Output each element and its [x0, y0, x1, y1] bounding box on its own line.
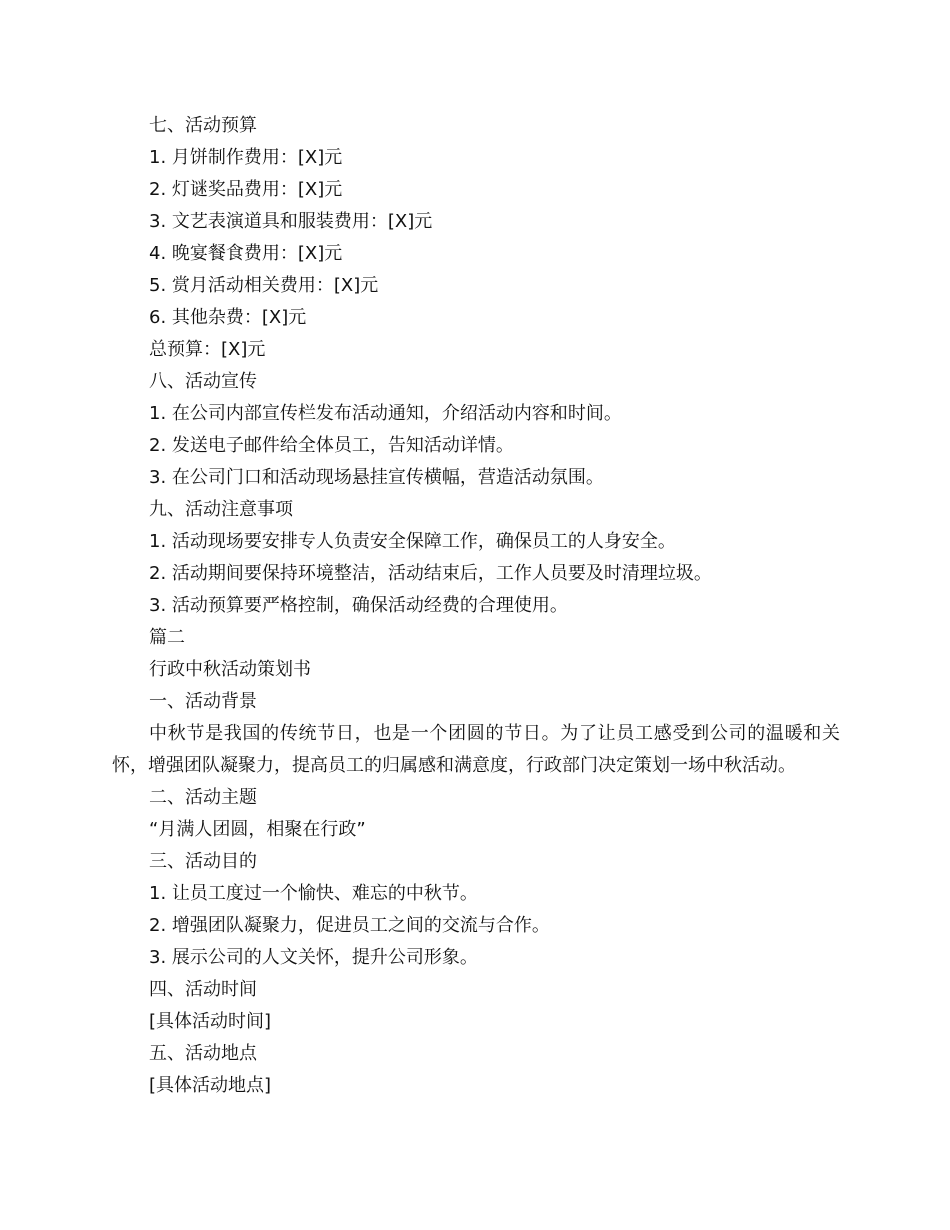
section-heading-promotion: 八、活动宣传 — [149, 371, 257, 392]
budget-item: 4. 晚宴餐食费用：[X]元 — [149, 243, 343, 264]
promotion-item: 1. 在公司内部宣传栏发布活动通知，介绍活动内容和时间。 — [149, 403, 622, 424]
section-heading-place: 五、活动地点 — [149, 1043, 257, 1064]
promotion-item: 3. 在公司门口和活动现场悬挂宣传横幅，营造活动氛围。 — [149, 467, 604, 488]
budget-total: 总预算：[X]元 — [149, 339, 266, 360]
budget-item: 6. 其他杂费：[X]元 — [149, 307, 307, 328]
notes-item: 3. 活动预算要严格控制，确保活动经费的合理使用。 — [149, 595, 568, 616]
theme-text: “月满人团圆，相聚在行政” — [149, 819, 366, 840]
budget-item: 3. 文艺表演道具和服装费用：[X]元 — [149, 211, 433, 232]
section-heading-notes: 九、活动注意事项 — [149, 499, 293, 520]
budget-item: 5. 赏月活动相关费用：[X]元 — [149, 275, 379, 296]
budget-item: 1. 月饼制作费用：[X]元 — [149, 147, 343, 168]
part-label: 篇二 — [149, 627, 185, 648]
goal-item: 3. 展示公司的人文关怀，提升公司形象。 — [149, 947, 478, 968]
goal-item: 1. 让员工度过一个愉快、难忘的中秋节。 — [149, 883, 478, 904]
section-heading-time: 四、活动时间 — [149, 979, 257, 1000]
goal-item: 2. 增强团队凝聚力，促进员工之间的交流与合作。 — [149, 915, 550, 936]
section-heading-background: 一、活动背景 — [149, 691, 257, 712]
section-heading-budget: 七、活动预算 — [149, 115, 257, 136]
budget-item: 2. 灯谜奖品费用：[X]元 — [149, 179, 343, 200]
background-paragraph: 中秋节是我国的传统节日，也是一个团圆的节日。为了让员工感受到公司的温暖和关怀，增强团队凝聚力，提高员工的归属感和满意度，行政部门决定策划一场中秋活动。 — [112, 723, 840, 776]
section-heading-goals: 三、活动目的 — [149, 851, 257, 872]
document-title: 行政中秋活动策划书 — [149, 659, 311, 680]
document-body — [112, 110, 840, 1102]
notes-item: 1. 活动现场要安排专人负责安全保障工作，确保员工的人身安全。 — [149, 531, 676, 552]
notes-item: 2. 活动期间要保持环境整洁，活动结束后，工作人员要及时清理垃圾。 — [149, 563, 712, 584]
promotion-item: 2. 发送电子邮件给全体员工，告知活动详情。 — [149, 435, 514, 456]
section-heading-theme: 二、活动主题 — [149, 787, 257, 808]
place-text: [具体活动地点] — [149, 1075, 272, 1096]
time-text: [具体活动时间] — [149, 1011, 272, 1032]
